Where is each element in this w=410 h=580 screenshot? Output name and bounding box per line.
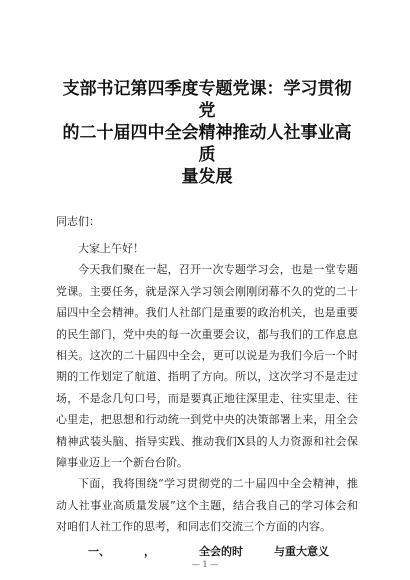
document-title bbox=[56, 78, 358, 188]
section-comma: ， bbox=[144, 544, 155, 558]
section-heading-part-b: 与重大意义 bbox=[274, 544, 329, 558]
title-line-1: 支部书记第四季度专题党课：学习贯彻党 bbox=[62, 79, 352, 121]
greeting-paragraph: 大家上午好！ bbox=[78, 242, 144, 255]
page-number: — 1 — bbox=[191, 560, 219, 569]
body-paragraph-1: 今天我们聚在一起，召开一次专题学习会，也是一堂专题党课。主要任务，就是深入学习领会刚刚闭幕不久的党的二十届四中全会精神。我们人社部门是重要的政治机关，也是重要的民生部门，党中央的每一次重要会议，都与我们的工作息息相关。这次的二十届四中全会，更可以说是为我们今后一个时期的工作划定了航道、指明了方向。所以，这次学习不是走过场，不是念几句口号，而是要真正地往深里走、往实里走、往心里走，把思想和行动统一到党中央的决策部署上来，用全会精神武装头脑、指导实践、推动我们X县的人力资源和社会保障事业迈上一个新台台阶。 bbox=[56, 263, 358, 470]
salutation: 同志们： bbox=[56, 215, 100, 228]
section-number: 一、 bbox=[88, 544, 110, 558]
title-line-3: 量发展 bbox=[181, 167, 233, 187]
body-paragraph-2: 下面，我将围绕“学习贯彻党的二十届四中全会精神，推动人社事业高质量发展”这个主题，结合我自己的学习体会和对咱们人社工作的思考，和同志们交流三个方面的内容。 bbox=[56, 477, 358, 534]
section-heading-part-a: 全会的时 bbox=[199, 544, 243, 558]
section-heading-1 bbox=[56, 542, 358, 562]
title-line-2: 的二十届四中全会精神推动人社事业高质 bbox=[62, 123, 352, 165]
